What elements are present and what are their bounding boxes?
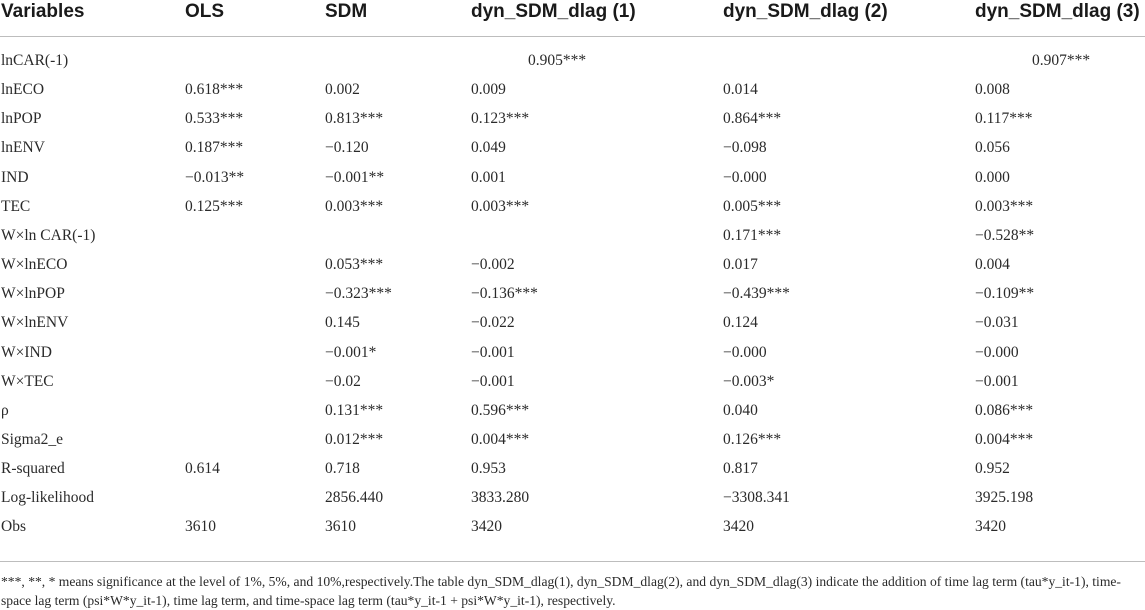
table-cell: 0.004 <box>975 256 1010 274</box>
table-cell: 0.002 <box>325 81 360 99</box>
table-cell: −0.003* <box>723 372 775 390</box>
table-cell: 0.124 <box>723 314 758 332</box>
bottom-rule <box>0 561 1145 562</box>
table-cell: −0.001** <box>325 168 385 186</box>
table-cell: −0.002 <box>471 256 515 274</box>
table-cell: −0.120 <box>325 139 369 157</box>
row-label: W×ln CAR(-1) <box>1 226 96 244</box>
header-dyn-1: dyn_SDM_dlag (1) <box>471 1 636 22</box>
table-cell: 0.012*** <box>325 430 384 448</box>
table-cell: −0.001 <box>471 372 515 390</box>
table-cell: 0.533*** <box>185 110 244 128</box>
header-sdm: SDM <box>325 1 368 22</box>
table-cell: 0.817 <box>723 460 758 478</box>
table-cell: −0.013** <box>185 168 245 186</box>
table-cell: 0.017 <box>723 256 758 274</box>
table-row <box>0 485 1145 514</box>
table-cell: 3925.198 <box>975 489 1034 507</box>
table-row <box>0 514 1145 543</box>
table-cell: 0.004*** <box>471 430 530 448</box>
table-row <box>0 456 1145 485</box>
table-cell: 0.813*** <box>325 110 384 128</box>
table-cell: −0.000 <box>723 168 767 186</box>
row-label: W×lnECO <box>1 256 68 274</box>
table-cell: −0.001* <box>325 343 377 361</box>
table-cell: 3420 <box>975 518 1006 536</box>
table-cell: 0.056 <box>975 139 1010 157</box>
row-label: lnENV <box>1 139 45 157</box>
table-cell: −0.439*** <box>723 285 790 303</box>
header-rule <box>0 36 1145 37</box>
table-cell: 0.005*** <box>723 197 782 215</box>
table-cell: 0.014 <box>723 81 758 99</box>
row-label: W×IND <box>1 343 52 361</box>
table-cell: −0.109** <box>975 285 1035 303</box>
table-cell: 0.145 <box>325 314 360 332</box>
table-cell: 0.003*** <box>975 197 1034 215</box>
table-cell: 0.053*** <box>325 256 384 274</box>
table-cell: −0.022 <box>471 314 515 332</box>
table-cell: −3308.341 <box>723 489 790 507</box>
row-label: ρ <box>1 401 9 419</box>
table-cell: 0.000 <box>975 168 1010 186</box>
table-cell: 3833.280 <box>471 489 530 507</box>
table-cell: −0.000 <box>723 343 767 361</box>
table-cell: 0.718 <box>325 460 360 478</box>
table-cell: 0.907*** <box>1032 52 1091 69</box>
table-cell: −0.001 <box>975 372 1019 390</box>
table-cell: 0.086*** <box>975 401 1034 419</box>
table-cell: 3420 <box>723 518 754 536</box>
table-cell: 0.003*** <box>325 197 384 215</box>
row-label: Obs <box>1 518 26 536</box>
table-cell: −0.001 <box>471 343 515 361</box>
table-cell: −0.02 <box>325 372 361 390</box>
table-cell: 0.009 <box>471 81 506 99</box>
row-label: R-squared <box>1 460 65 478</box>
table-cell: 0.864*** <box>723 110 782 128</box>
table-cell: 3420 <box>471 518 502 536</box>
table-cell: −0.000 <box>975 343 1019 361</box>
table-cell: 3610 <box>185 518 216 536</box>
row-label: lnPOP <box>1 110 42 128</box>
row-label: TEC <box>1 197 31 215</box>
table-row <box>0 48 1145 77</box>
table-cell: 0.125*** <box>185 197 244 215</box>
table-cell: 0.131*** <box>325 401 384 419</box>
table-row <box>0 223 1145 252</box>
table-cell: 0.003*** <box>471 197 530 215</box>
table-cell: 0.123*** <box>471 110 530 128</box>
table-cell: −0.528** <box>975 226 1035 244</box>
table-cell: 0.117*** <box>975 110 1033 128</box>
table-row <box>0 398 1145 427</box>
table-cell: 3610 <box>325 518 356 536</box>
header-dyn-3: dyn_SDM_dlag (3) <box>975 1 1140 22</box>
header-ols: OLS <box>185 1 225 22</box>
row-label: Sigma2_e <box>1 430 63 448</box>
table-cell: −0.323*** <box>325 285 392 303</box>
table-row <box>0 135 1145 164</box>
table-cell: 0.126*** <box>723 430 782 448</box>
table-cell: 0.618*** <box>185 81 244 99</box>
row-label: W×lnPOP <box>1 285 65 303</box>
row-label: lnECO <box>1 81 45 99</box>
header-dyn-2: dyn_SDM_dlag (2) <box>723 1 888 22</box>
table-header <box>0 0 1145 36</box>
table-cell: −0.098 <box>723 139 767 157</box>
table-cell: 0.614 <box>185 460 220 478</box>
header-variables: Variables <box>1 1 85 22</box>
table-cell: 0.952 <box>975 460 1010 478</box>
table-cell: 0.001 <box>471 168 506 186</box>
table-cell: 0.596*** <box>471 401 530 419</box>
table-cell: 0.187*** <box>185 139 244 157</box>
table-row <box>0 310 1145 339</box>
table-row <box>0 281 1145 310</box>
table-cell: −0.031 <box>975 314 1019 332</box>
table-cell: 2856.440 <box>325 489 384 507</box>
table-footnote: ***, **, * means significance at the level of 1%, 5%, and 10%,respectively.The table dyn_SDM_dlag(1), dyn_SDM_dlag(2), and dyn_SDM_dlag(3) indicate the addition of time lag term (tau*y_it-1), time-space lag term (psi*W*y_it-1), time lag term, and time-space lag term (tau*y_it-1 + psi*W*y_it-1), respectively. <box>1 574 1121 608</box>
table-row <box>0 252 1145 281</box>
table-row <box>0 340 1145 369</box>
table-cell: 0.040 <box>723 401 758 419</box>
table-row <box>0 369 1145 398</box>
row-label: Log-likelihood <box>1 489 94 507</box>
table-cell: 0.953 <box>471 460 506 478</box>
table-cell: −0.136*** <box>471 285 538 303</box>
row-label: IND <box>1 168 29 186</box>
table-row <box>0 165 1145 194</box>
table-cell: 0.905*** <box>528 52 587 69</box>
row-label: lnCAR(-1) <box>1 52 69 69</box>
table-row <box>0 194 1145 223</box>
table-row <box>0 106 1145 135</box>
table-cell: 0.004*** <box>975 430 1034 448</box>
row-label: W×lnENV <box>1 314 69 332</box>
table-cell: 0.008 <box>975 81 1010 99</box>
table-row <box>0 77 1145 106</box>
table-cell: 0.049 <box>471 139 506 157</box>
table-cell: 0.171*** <box>723 226 782 244</box>
row-label: W×TEC <box>1 372 54 390</box>
table-row <box>0 427 1145 456</box>
